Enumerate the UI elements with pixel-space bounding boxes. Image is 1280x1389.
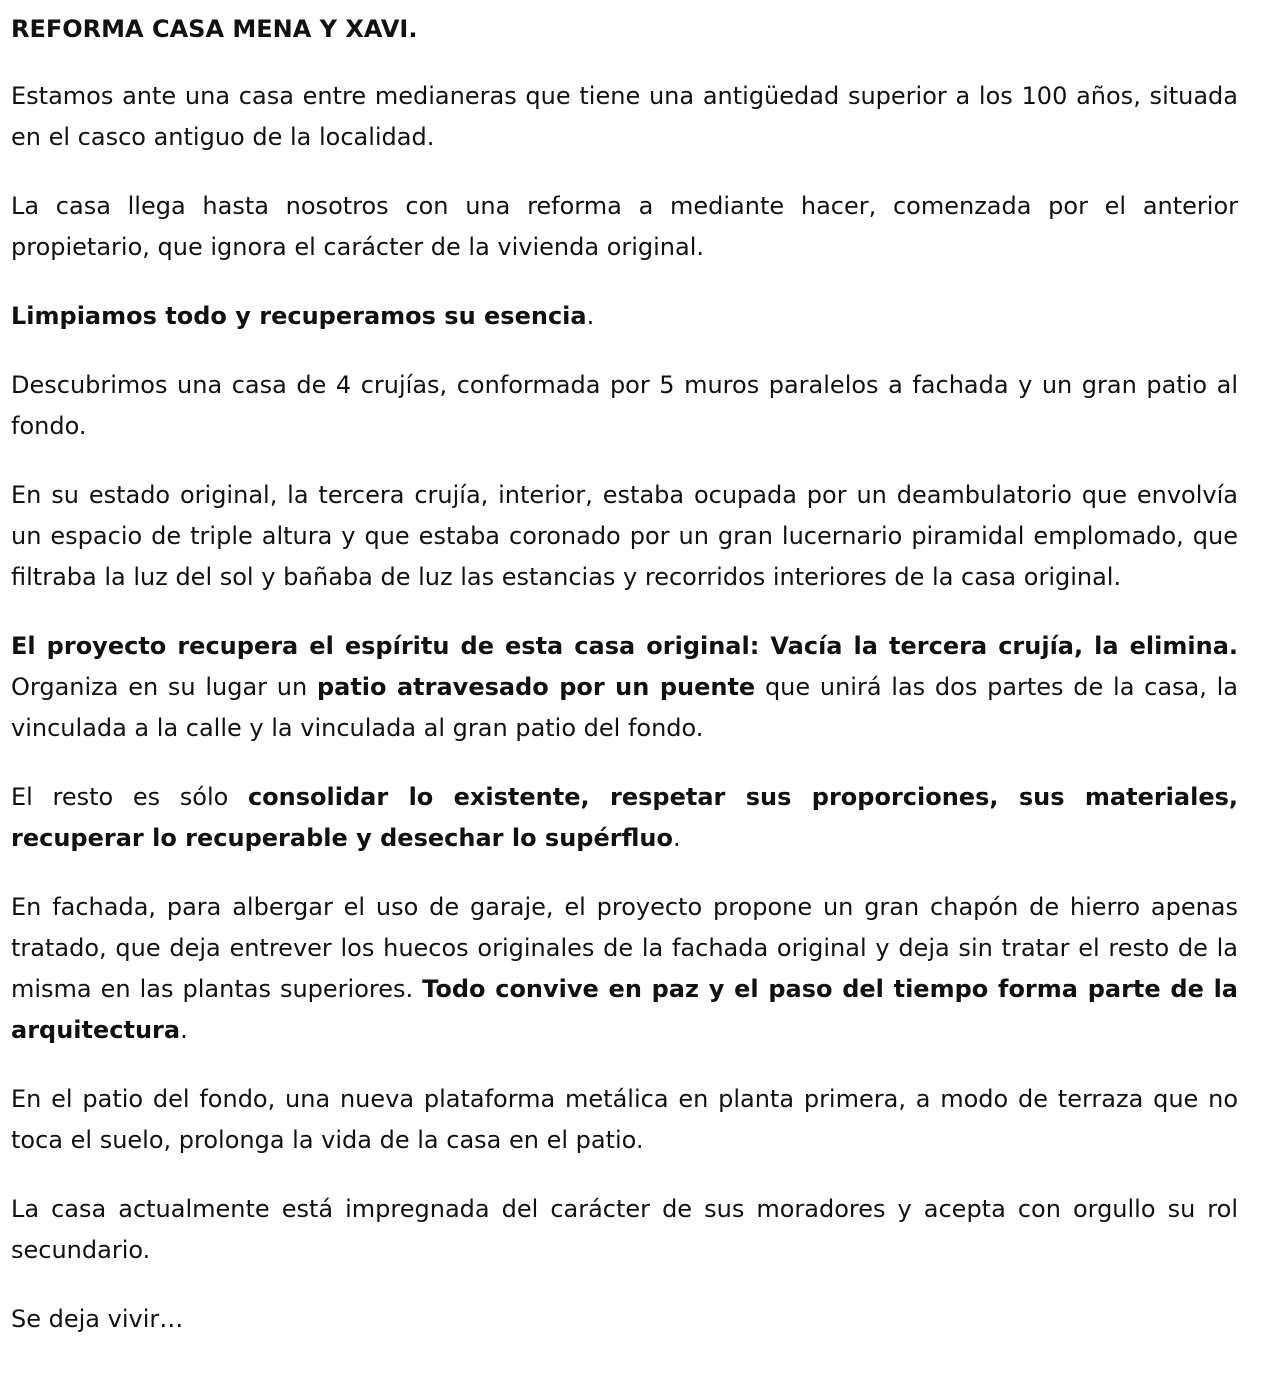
bold-text: Limpiamos todo y recuperamos su esencia (11, 302, 587, 330)
plain-text: Organiza en su lugar un (11, 673, 317, 701)
paragraph-11: Se deja vivir… (11, 1305, 184, 1333)
bold-text: El proyecto recupera el espíritu de esta casa original: Vacía la tercera crujía, la elimina. (11, 632, 1238, 660)
paragraph-3 (11, 296, 1238, 337)
bold-text: patio atravesado por un puente (316, 673, 756, 701)
plain-text: El resto es sólo (11, 783, 248, 811)
paragraph-10: La casa actualmente está impregnada del carácter de sus moradores y acepta con orgullo su rol secundario. (11, 1195, 1238, 1264)
paragraph-2: La casa llega hasta nosotros con una reforma a mediante hacer, comenzada por el anterior propietario, que ignora el carácter de la vivienda original. (11, 192, 1238, 261)
plain-text: . (180, 1016, 188, 1044)
paragraph-5: En su estado original, la tercera crujía, interior, estaba ocupada por un deambulatorio que envolvía un espacio de triple altura y que estaba coronado por un gran lucernario piramidal emplomado, que filtraba la luz del sol y bañaba de luz las estancias y recorridos interiores de la casa original. (11, 481, 1238, 591)
paragraph-9: En el patio del fondo, una nueva plataforma metálica en planta primera, a modo de terraza que no toca el suelo, prolonga la vida de la casa en el patio. (11, 1085, 1238, 1154)
paragraph-1: Estamos ante una casa entre medianeras que tiene una antigüedad superior a los 100 años, situada en el casco antiguo de la localidad. (11, 82, 1238, 151)
paragraph-8 (11, 887, 1238, 1051)
plain-text: que unirá las dos partes de la casa, la vinculada a la calle y la vinculada al gran patio del fondo. (11, 673, 1238, 742)
plain-text: En fachada, para albergar el uso de garaje, el proyecto propone un gran chapón de hierro apenas tratado, que deja entrever los huecos originales de la fachada original y deja sin tratar el resto de la misma en las plantas superiores. (11, 893, 1238, 1003)
plain-text: . (586, 302, 595, 330)
bold-text: Todo convive en paz y el paso del tiempo forma parte de la arquitectura (11, 975, 1238, 1044)
paragraph-7 (11, 777, 1238, 859)
paragraph-4: Descubrimos una casa de 4 crujías, conformada por 5 muros paralelos a fachada y un gran patio al fondo. (11, 371, 1238, 440)
plain-text: . (672, 824, 681, 852)
bold-text: consolidar lo existente, respetar sus proporciones, sus materiales, recuperar lo recuperable y desechar lo supérfluo (11, 783, 1239, 852)
document-title: REFORMA CASA MENA Y XAVI. (11, 15, 418, 43)
paragraph-6 (11, 626, 1238, 749)
